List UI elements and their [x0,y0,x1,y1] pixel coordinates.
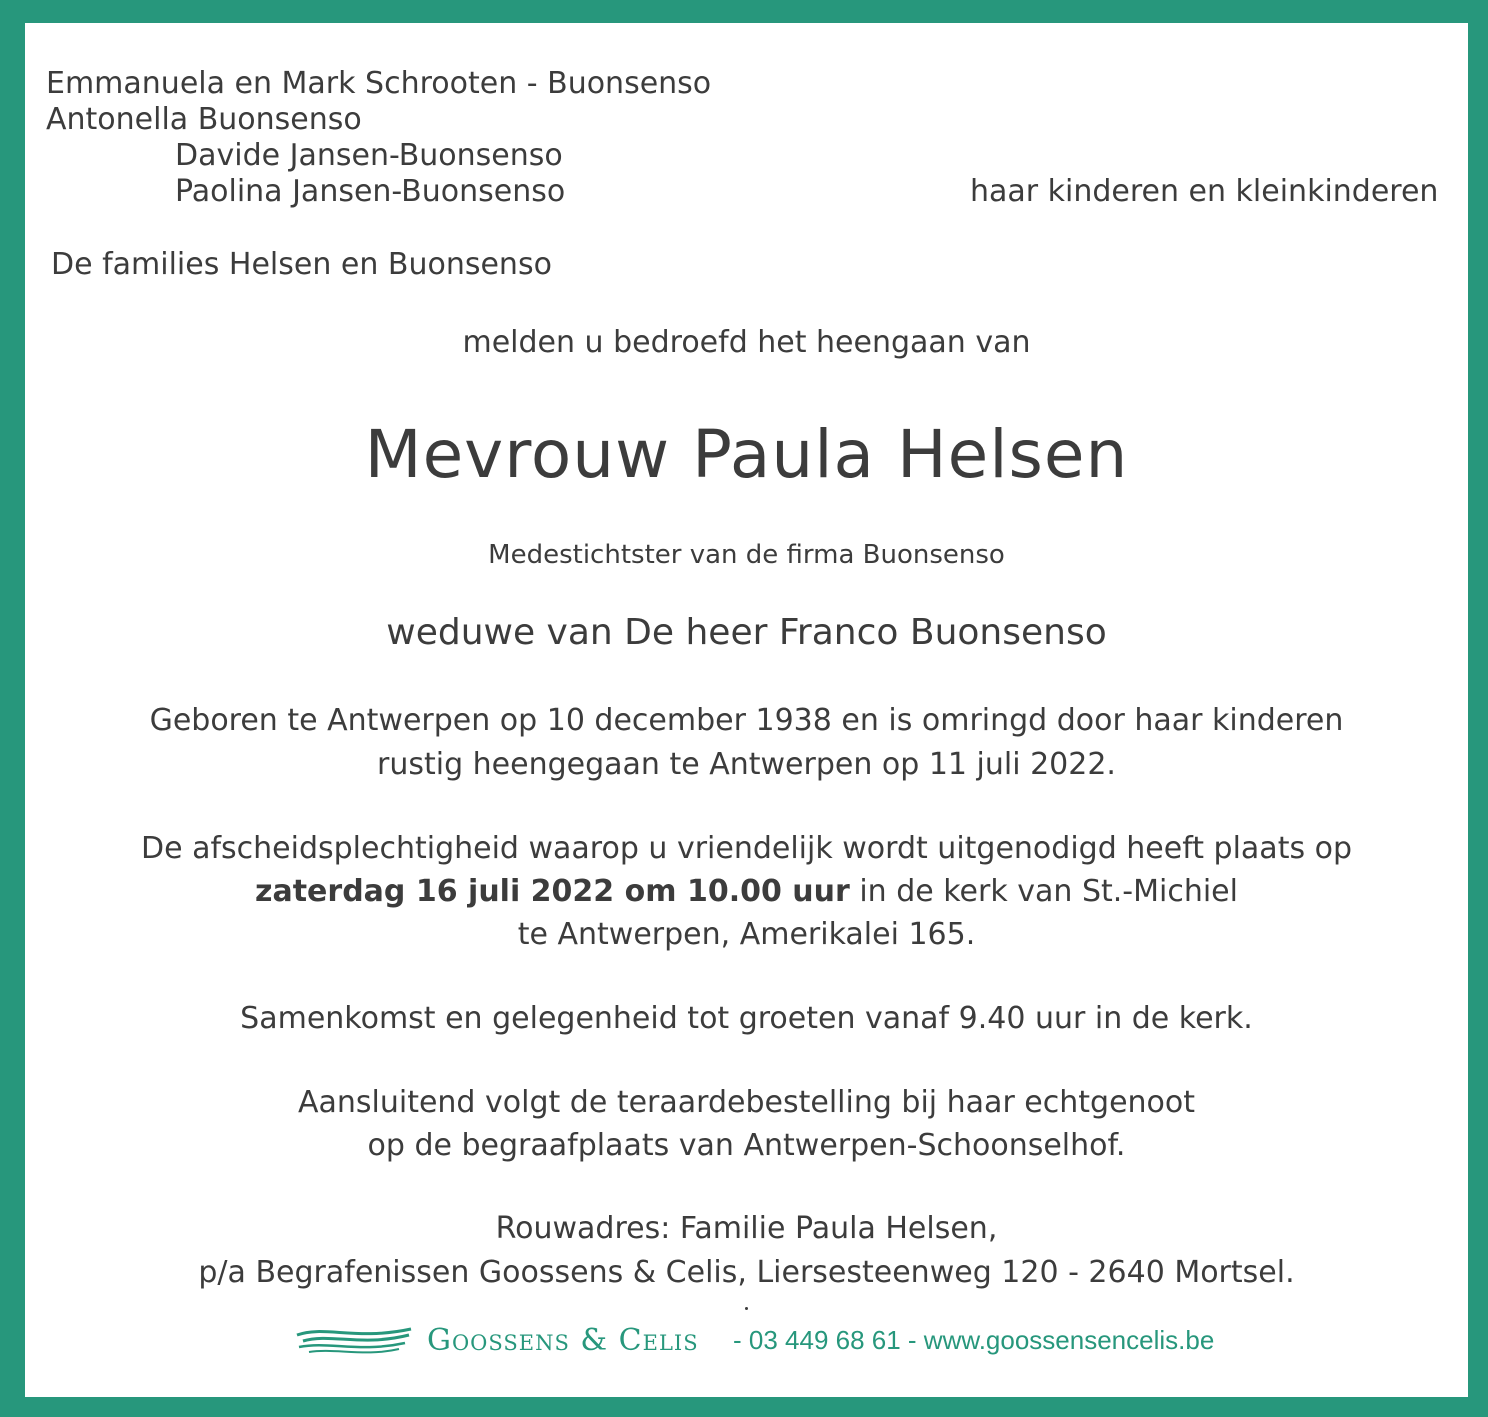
ceremony-date: zaterdag 16 juli 2022 om 10.00 uur [255,874,850,909]
brand-name: Goossens & Celis [427,1323,699,1358]
family-line-4: Paolina Jansen-Buonsenso [175,174,566,209]
family-line-2: Antonella Buonsenso [46,102,362,137]
address-line-2: p/a Begrafenissen Goossens & Celis, Liersesteenweg 120 - 2640 Mortsel. [198,1255,1295,1290]
families-line: De families Helsen en Buonsenso [51,247,552,282]
address-line-1: Rouwadres: Familie Paula Helsen, [495,1211,998,1246]
obituary-card [25,23,1468,1397]
family-line-3: Davide Jansen-Buonsenso [175,138,563,173]
brand-wave-icon [295,1321,413,1357]
birth-line-2: rustig heengegaan te Antwerpen op 11 juli 2022. [377,747,1116,782]
ceremony-line-3: te Antwerpen, Amerikalei 165. [517,917,976,952]
burial-line-1: Aansluitend volgt de teraardebestelling bij haar echtgenoot [297,1085,1196,1120]
ceremony-line-2 [25,874,1468,910]
brand-contact: - 03 449 68 61 - www.goossensencelis.be [733,1325,1215,1355]
ceremony-line-1: De afscheidsplechtigheid waarop u vriendelijk wordt uitgenodigd heeft plaats op [140,831,1353,866]
deceased-role: Medestichtster van de firma Buonsenso [488,540,1005,570]
widow-of: weduwe van De heer Franco Buonsenso [386,612,1107,653]
family-line-1: Emmanuela en Mark Schrooten - Buonsenso [46,66,712,101]
funeral-home-footer [295,1315,1215,1365]
birth-line-1: Geboren te Antwerpen op 10 december 1938 en is omringd door haar kinderen [149,703,1344,738]
gathering: Samenkomst en gelegenheid tot groeten vanaf 9.40 uur in de kerk. [240,1001,1253,1036]
deceased-name: Mevrouw Paula Helsen [364,416,1129,493]
family-relation: haar kinderen en kleinkinderen [970,174,1439,209]
burial-line-2: op de begraafplaats van Antwerpen-Schoonselhof. [367,1128,1126,1163]
ceremony-location: in de kerk van St.-Michiel [849,874,1238,909]
announcement: melden u bedroefd het heengaan van [462,325,1031,360]
divider-dot [745,1307,748,1310]
